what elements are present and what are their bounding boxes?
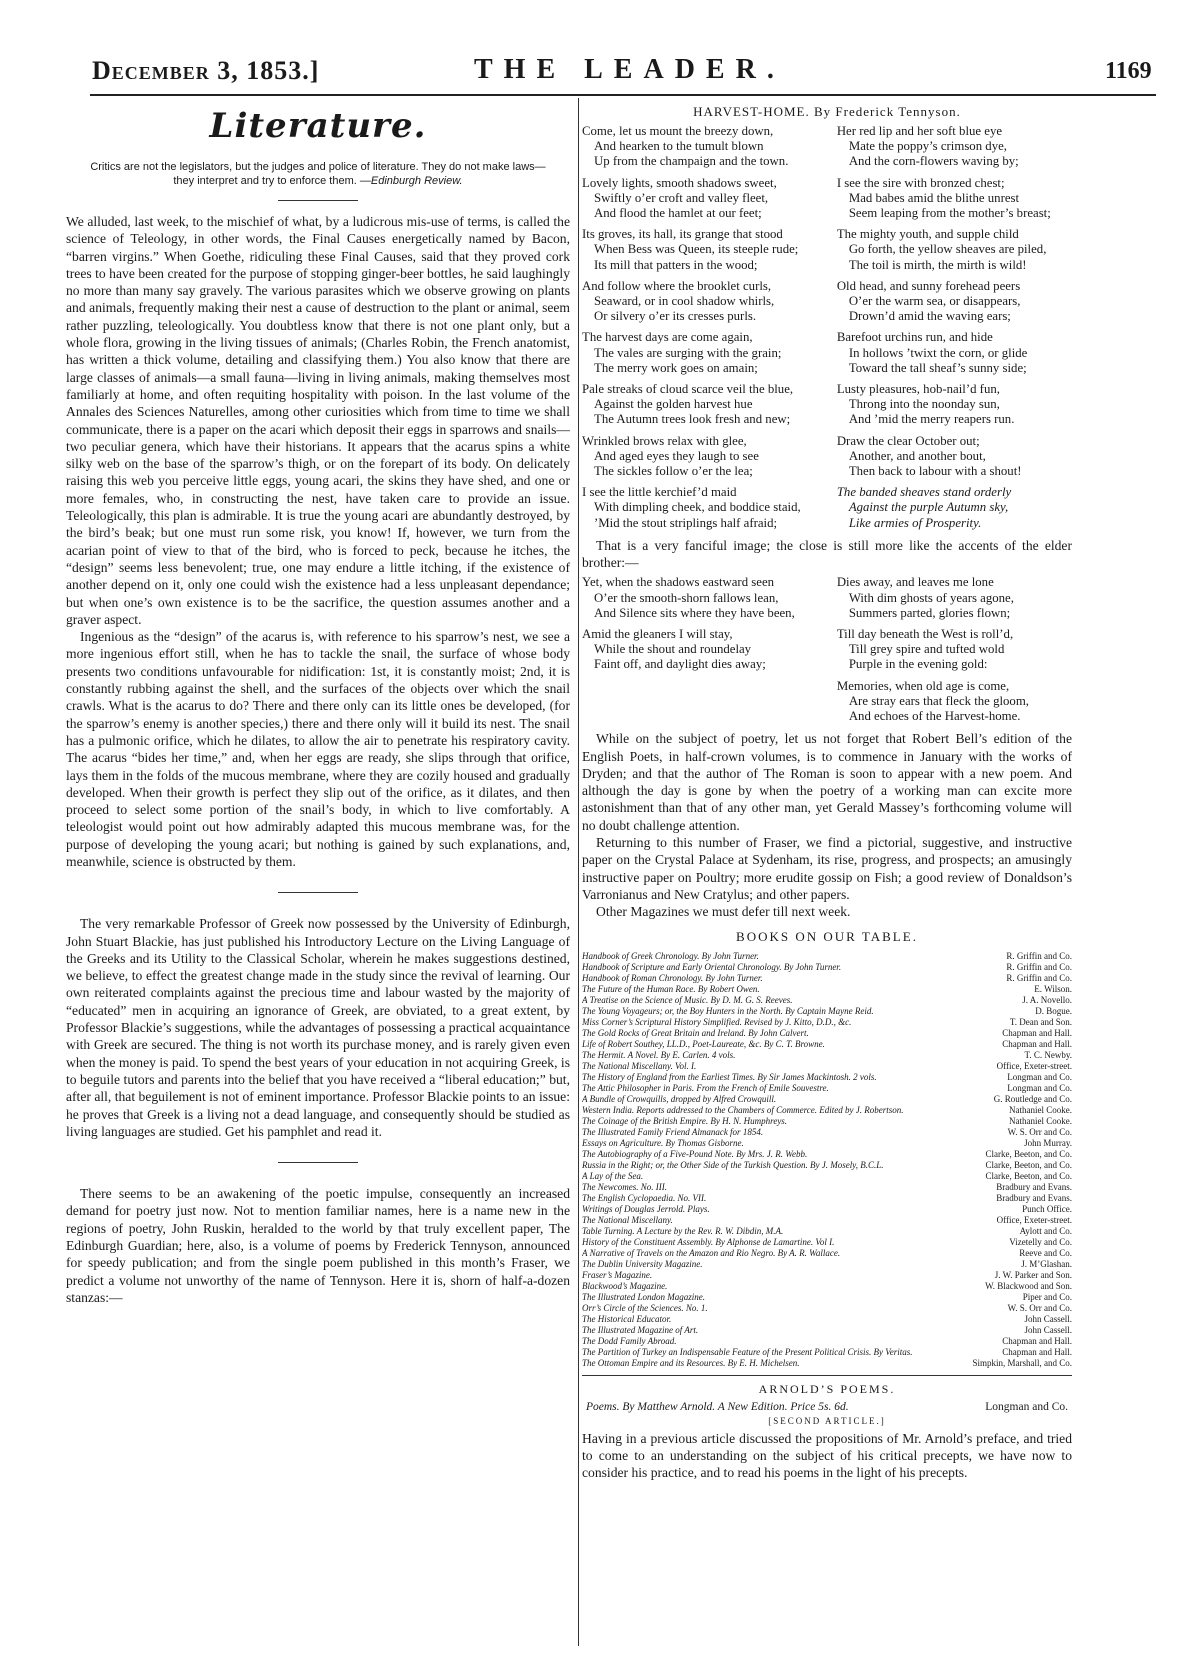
poem-line: I see the little kerchief’d maid (582, 485, 737, 500)
book-publisher: Clarke, Beeton, and Co. (985, 1148, 1072, 1159)
poem-line: When Bess was Queen, its steeple rude; (594, 242, 799, 257)
poem-column-2 (837, 124, 1072, 537)
book-title: Western India. Reports addressed to the Chambers of Commerce. Edited by J. Robertson. (582, 1104, 904, 1115)
poem-line: And follow where the brooklet curls, (582, 278, 772, 293)
book-title: The Historical Educator. (582, 1313, 672, 1324)
book-entry (582, 1303, 1072, 1314)
book-entry (582, 1226, 1072, 1237)
poem-line: Another, and another bout, (848, 448, 986, 463)
arnold-citation: Poems. By Matthew Arnold. A New Edition. Price 5s. 6d. (586, 1400, 849, 1413)
poem-line: Go forth, the yellow sheaves are piled, (848, 242, 1047, 257)
book-publisher: Aylott and Co. (1019, 1225, 1072, 1236)
poem-line: Old head, and sunny forehead peers (836, 278, 1021, 293)
book-publisher: Bradbury and Evans. (996, 1192, 1072, 1203)
book-title: Miss Corner’s Scriptural History Simplified. Revised by J. Kitto, D.D., &c. (582, 1016, 852, 1027)
column-divider (578, 98, 579, 1646)
divider (278, 892, 358, 893)
book-publisher: T. C. Newby. (1024, 1049, 1072, 1060)
book-title: A Treatise on the Science of Music. By D. M. G. S. Reeves. (582, 994, 793, 1005)
book-title: The English Cyclopaedia. No. VII. (582, 1192, 707, 1203)
stanza (837, 124, 1072, 170)
book-entry (582, 1050, 1072, 1061)
book-publisher: Chapman and Hall. (1002, 1346, 1072, 1357)
divider (278, 200, 358, 201)
poem-line: Amid the gleaners I will stay, (582, 627, 733, 642)
poem-line: Purple in the evening gold: (848, 657, 988, 672)
book-publisher: Punch Office. (1022, 1203, 1072, 1214)
poem-line: And flood the hamlet at our feet; (594, 206, 762, 221)
book-title: Handbook of Scripture and Early Oriental Chronology. By John Turner. (582, 961, 842, 972)
poem-title: HARVEST-HOME. By Frederick Tennyson. (693, 104, 961, 119)
newspaper-title: THE LEADER. (474, 54, 785, 85)
arnold-publisher: Longman and Co. (985, 1400, 1068, 1413)
paragraph-poetry: There seems to be an awakening of the poetic impulse, consequently an increased demand for poetry just now. Not to mention familiar names, here is a name new in the regions of poetry, John Ruskin, heralded to the world by that truly excellent paper, The Edinburgh Guardian; here, also, is a volume of poems by Frederick Tennyson, announced for speedy publication; and from the single poem published in this month’s Fraser, we predict a volume not unworthy of the name of Tennyson. Here it is, shorn of half-a-dozen stanzas:— (66, 1186, 570, 1305)
stanza (837, 382, 1072, 428)
poem-close (582, 575, 1072, 730)
book-publisher: J. W. Parker and Son. (994, 1269, 1072, 1280)
poem-line: While the shout and roundelay (594, 642, 752, 657)
book-entry (582, 984, 1072, 995)
poem-line: I see the sire with bronzed chest; (836, 175, 1005, 190)
book-entry (582, 1138, 1072, 1149)
book-title: The National Miscellany. (582, 1214, 673, 1225)
book-publisher: Piper and Co. (1022, 1291, 1072, 1302)
book-title: A Bundle of Crowquills, dropped by Alfred Crowquill. (582, 1093, 777, 1104)
book-publisher: D. Bogue. (1035, 1005, 1072, 1016)
poem2-column-1 (582, 575, 817, 730)
stanza (582, 627, 817, 673)
paragraph-fraser: Returning to this number of Fraser, we find a pictorial, suggestive, and instructive paper on the Crystal Palace at Sydenham, its rise, progress, and prospects; an amusingly instructive paper on Poultry; more erudite gossip on Fish; a good review of Donaldson’s Varronianus and New Cratylus; and other papers. (582, 835, 1072, 902)
poem-line: Throng into the noonday sun, (848, 397, 1000, 412)
poem-line: With dim ghosts of years agone, (848, 590, 1014, 605)
poem-line: Up from the champaign and the town. (594, 154, 789, 169)
book-title: Blackwood’s Magazine. (582, 1280, 668, 1291)
book-publisher: W. S. Orr and Co. (1007, 1302, 1072, 1313)
book-title: The Attic Philosopher in Paris. From the French of Emile Souvestre. (582, 1082, 829, 1093)
book-publisher: Clarke, Beeton, and Co. (985, 1159, 1072, 1170)
book-entry (582, 1094, 1072, 1105)
book-title: The Illustrated Magazine of Art. (582, 1324, 699, 1335)
poem-line: In hollows ’twixt the corn, or glide (848, 345, 1028, 360)
book-title: The Hermit. A Novel. By E. Carlen. 4 vols. (582, 1049, 736, 1060)
book-title: The Partition of Turkey an Indispensable Feature of the Present Political Crisis. By Veritas. (582, 1346, 913, 1357)
book-publisher: E. Wilson. (1034, 983, 1072, 994)
poem-line: And echoes of the Harvest-home. (848, 709, 1021, 724)
paragraph-bridge: That is a very fanciful image; the close is still more like the accents of the elder brother:— (582, 537, 1072, 571)
left-column (66, 100, 570, 1306)
book-entry (582, 1292, 1072, 1303)
paragraph-magazines: Other Magazines we must defer till next week. (596, 904, 851, 920)
poem-line: Seaward, or in cool shadow whirls, (594, 294, 775, 309)
book-publisher: Longman and Co. (1007, 1082, 1072, 1093)
book-title: Life of Robert Southey, LL.D., Poet-Laureate, &c. By C. T. Browne. (582, 1038, 825, 1049)
book-entry (582, 962, 1072, 973)
poem-line: Seem leaping from the mother’s breast; (848, 206, 1051, 221)
poem-line: Yet, when the shadows eastward seen (582, 575, 775, 590)
book-entry (582, 1281, 1072, 1292)
poem-line: Summers parted, glories flown; (848, 605, 1011, 620)
poem-line: Wrinkled brows relax with glee, (582, 433, 747, 448)
book-title: A Lay of the Sea. (582, 1170, 644, 1181)
book-publisher: Bradbury and Evans. (996, 1181, 1072, 1192)
poem-line: And the corn-flowers waving by; (848, 154, 1019, 169)
paragraph-acarus: Ingenious as the “design” of the acarus is, with reference to his sparrow’s nest, we see a more ingenious effort still, when he has to tackle the snail, the surface of whose body presents two conditions unfavourable for nidification: 1st, it is constantly moist; 2nd, it is constantly rubbing against the shell, and the surfaces of the objects over which the snail crawls. What is the acarus to do? There and there only can its little ones be developed, (for the sparrow’s enemy is another species,) there and there only will it build its nest. The snail has a pulmonic orifice, which he dilates, to allow the air to penetrate his respiratory cavity. The acarus “bides her time,” and, when her eggs are ready, she slips through that orifice, lays them in the folds of the mucous membrane, where they are cozily housed and gradually developed. When their growth is perfect they slip out of the orifice, as it dilates, and then proceed to select some portion of the snail’s body, in which to live comfortably. A teleologist would point out how admirably adapted this mucous membrane was, for the purpose of developing the young acari; but nothing is gained by such explanations, and, meanwhile, science is obstructed by them. (66, 629, 570, 869)
book-entry (582, 1270, 1072, 1281)
book-publisher: Office, Exeter-street. (996, 1060, 1072, 1071)
poem-line: Lovely lights, smooth shadows sweet, (582, 175, 777, 190)
poem-harvest-home (582, 124, 1072, 537)
book-entry (582, 973, 1072, 984)
book-title: Handbook of Greek Chronology. By John Turner. (582, 950, 759, 961)
poem-line: Its groves, its hall, its grange that stood (582, 227, 783, 242)
book-publisher: W. Blackwood and Son. (985, 1280, 1072, 1291)
book-title: Handbook of Roman Chronology. By John Turner. (582, 972, 763, 983)
book-title: The Illustrated London Magazine. (582, 1291, 705, 1302)
stanza (837, 434, 1072, 480)
book-publisher: Chapman and Hall. (1002, 1027, 1072, 1038)
book-publisher: Simpkin, Marshall, and Co. (972, 1357, 1072, 1368)
arnold-citation-line (582, 1401, 1072, 1413)
book-title: History of the Constituent Assembly. By Alphonse de Lamartine. Vol I. (582, 1236, 835, 1247)
poem-line: Then back to labour with a shout! (848, 464, 1022, 479)
book-title: The Illustrated Family Friend Almanack for 1854. (582, 1126, 764, 1137)
book-entry (582, 1358, 1072, 1369)
book-title: The Future of the Human Race. By Robert Owen. (582, 983, 760, 994)
section-title: Literature. (209, 106, 427, 146)
stanza (582, 330, 817, 376)
book-title: Writings of Douglas Jerrold. Plays. (582, 1203, 710, 1214)
book-entry (582, 951, 1072, 962)
book-entry (582, 1127, 1072, 1138)
book-entry (582, 995, 1072, 1006)
issue-date: December 3, 1853.] (92, 56, 320, 85)
poem-line: The merry work goes on amain; (594, 360, 758, 375)
book-entry (582, 1061, 1072, 1072)
arnold-heading: ARNOLD’S POEMS. (758, 1381, 896, 1396)
book-publisher: T. Dean and Son. (1009, 1016, 1072, 1027)
poem-line: The vales are surging with the grain; (594, 345, 782, 360)
divider (278, 1162, 358, 1163)
book-publisher: Nathaniel Cooke. (1009, 1104, 1072, 1115)
book-title: The Newcomes. No. III. (582, 1181, 667, 1192)
right-column (582, 100, 1072, 1481)
stanza (837, 575, 1072, 621)
book-title: The Gold Rocks of Great Britain and Ireland. By John Calvert. (582, 1027, 809, 1038)
poem-line: Or silvery o’er its cresses purls. (594, 309, 757, 324)
poem-line: Till day beneath the West is roll’d, (836, 627, 1014, 642)
book-entry (582, 1116, 1072, 1127)
poem-line: Faint off, and daylight dies away; (594, 657, 766, 672)
book-title: Orr’s Circle of the Sciences. No. 1. (582, 1302, 708, 1313)
book-entry (582, 1215, 1072, 1226)
poem-line: The banded sheaves stand orderly (836, 485, 1012, 500)
book-title: The Ottoman Empire and its Resources. By E. H. Michelsen. (582, 1357, 800, 1368)
poem-line: And hearken to the tumult blown (594, 139, 764, 154)
stanza (582, 434, 817, 480)
book-entry (582, 1171, 1072, 1182)
paragraph-blackie: The very remarkable Professor of Greek now possessed by the University of Edinburgh, John Stuart Blackie, has just published his Introductory Lecture on the Living Language of the Greeks and its Utility to the Classical Scholar, wherein he makes suggestions destined, we believe, to effect the greatest change made in the study since the revival of learning. Our own reiterated complaints against the precious time and labour wasted by the majority of “educated” men in acquiring an ignorance of Greek, are obviated, to a great extent, by Professor Blackie’s suggestions, while the advantages of possessing a practical acquaintance with Greek are secured. The thing is not worth its purchase money, and is rarely given even when the money is paid. To spend the best years of your education in not acquiring Greek, is to beguile tutors and parents into the belief that you have received a “liberal education;” but, after all, that beguilement is not of eminent importance. Professor Blackie points to an issue: he proves that Greek is a living not a dead language, and consequently should be studied as living languages are studied. Get his pamphlet and read it. (66, 916, 570, 1139)
book-entry (582, 1237, 1072, 1248)
stanza (582, 176, 817, 222)
stanza (582, 575, 817, 621)
poem-line: Against the purple Autumn sky, (848, 500, 1009, 515)
poem-line: The toil is mirth, the mirth is wild! (848, 257, 1027, 272)
stanza (582, 382, 817, 428)
stanza (837, 485, 1072, 531)
stanza (837, 176, 1072, 222)
book-publisher: J. M’Glashan. (1021, 1258, 1072, 1269)
paragraph-bell: While on the subject of poetry, let us not forget that Robert Bell’s edition of the English Poets, in half-crown volumes, is to commence in January with the works of Dryden; and that the author of The Roman is soon to appear with a new poem. And although the day is gone by when the poetry of a working man can excite more astonishment than that of any other man, yet Gerald Massey’s forthcoming volume will no doubt challenge attention. (582, 731, 1072, 833)
book-title: The Young Voyageurs; or, the Boy Hunters in the North. By Captain Mayne Reid. (582, 1005, 874, 1016)
motto (66, 160, 570, 188)
book-entry (582, 1083, 1072, 1094)
paragraph-arnold: Having in a previous article discussed the propositions of Mr. Arnold’s preface, and tried to come to an understanding on the subject of his critical precepts, we have now to consider his practice, and to read his poems in the light of his precepts. (582, 1430, 1072, 1481)
book-publisher: Office, Exeter-street. (996, 1214, 1072, 1225)
poem-line: The sickles follow o’er the lea; (594, 464, 753, 479)
book-entry (582, 1336, 1072, 1347)
book-title: Fraser’s Magazine. (582, 1269, 653, 1280)
poem-line: Her red lip and her soft blue eye (836, 124, 1003, 138)
poem-line: ’Mid the stout striplings half afraid; (594, 515, 778, 530)
poem-line: Memories, when old age is come, (836, 678, 1010, 693)
poem-line: Mad babes amid the blithe unrest (848, 190, 1020, 205)
stanza (582, 227, 817, 273)
paragraph-teleology: We alluded, last week, to the mischief of what, by a ludicrous mis-use of terms, is called the science of Teleology, in other words, the Final Causes energetically named by Bacon, “barren virgins.” When Goethe, ridiculing these Final Causes, said that they proved cork trees to have been created for the purpose of stopping ginger-beer bottles, he said laughingly no more than many say gravely. The various parasites which we observe growing on plants and animals, frequently making their nest a cause of destruction to the plant or animal, seem rather puzzling, teleologically. You doubtless know that there is not one plant only, but a whole flora, growing in the living tissues of animals; (Charles Robin, the French anatomist, has written a thick volume, detailing and classifying them.) You also know that there are large classes of animals—a small fauna—living in living animals, making themselves most familiarly at home, and often requiting hospitality with poison. In the last volume of the Annales des Sciences Naturelles, among other curiosities which from time to time we shall communicate, there is a paper on the acari which deposit their eggs in sparrows and snails—two peculiar genera, which have their historians. It appears that the acarus spins a white silky web on the base of the sparrow’s thigh, or on the forepart of its body. On delicately raising this web you perceive little eggs, young acari, the skins they have shed, and one or more females, who, in constructing the nest, have taken care to provide an issue. Teleologically, this plan is admirable. It is true the young acari are abundantly destroyed, by the bird’s beak; but one must run some risk, you know! If, however, we turn from the acarian point of view to that of the bird, who is forced to peck, because he itches, the “design” seems less benevolent; true, one may endure a little itching, if the existence of another depend on it, only one could wish the existence had a less unpleasant dependance; but when one’s own existence is to be the sacrifice, the question assumes another and a graver aspect. (66, 214, 570, 627)
stanza (582, 124, 817, 170)
book-entry (582, 1193, 1072, 1204)
book-entry (582, 1028, 1072, 1039)
poem-line: Barefoot urchins run, and hide (836, 330, 993, 345)
book-entry (582, 1017, 1072, 1028)
book-title: The Autobiography of a Five-Pound Note. By Mrs. J. R. Webb. (582, 1148, 808, 1159)
poem-line: Against the golden harvest hue (594, 397, 753, 412)
book-entry (582, 1105, 1072, 1116)
book-publisher: G. Routledge and Co. (993, 1093, 1072, 1104)
book-title: Essays on Agriculture. By Thomas Gisborne. (582, 1137, 744, 1148)
poem-line: Toward the tall sheaf’s sunny side; (848, 360, 1027, 375)
book-publisher: John Murray. (1024, 1137, 1072, 1148)
book-title: The National Miscellany. Vol. I. (582, 1060, 697, 1071)
book-publisher: Chapman and Hall. (1002, 1335, 1072, 1346)
poem2-column-2 (837, 575, 1072, 730)
book-entry (582, 1072, 1072, 1083)
book-publisher: Chapman and Hall. (1002, 1038, 1072, 1049)
poem-line: The harvest days are come again, (582, 330, 753, 345)
poem-line: Come, let us mount the breezy down, (582, 124, 774, 138)
masthead (0, 44, 1186, 104)
poem-line: With dimpling cheek, and boddice staid, (594, 500, 801, 515)
book-publisher: Longman and Co. (1007, 1071, 1072, 1082)
book-entry (582, 1347, 1072, 1358)
motto-source: —Edinburgh Review. (359, 175, 463, 187)
poem-line: Are stray ears that fleck the gloom, (848, 693, 1029, 708)
book-publisher: Reeve and Co. (1019, 1247, 1072, 1258)
poem-line: O’er the smooth-shorn fallows lean, (594, 590, 779, 605)
divider (582, 1375, 1072, 1376)
page-number: 1169 (1105, 58, 1152, 84)
poem-line: Draw the clear October out; (836, 433, 980, 448)
book-entry (582, 1314, 1072, 1325)
poem-line: The mighty youth, and supple child (836, 227, 1019, 242)
poem-line: Swiftly o’er croft and valley fleet, (594, 190, 769, 205)
book-entry (582, 1248, 1072, 1259)
book-title: The Coinage of the British Empire. By H. N. Humphreys. (582, 1115, 788, 1126)
books-list (582, 951, 1072, 1369)
book-publisher: R. Griffin and Co. (1006, 950, 1072, 961)
book-publisher: Clarke, Beeton, and Co. (985, 1170, 1072, 1181)
poem-line: Like armies of Prosperity. (848, 515, 982, 530)
poem-line: Pale streaks of cloud scarce veil the blue, (582, 382, 794, 397)
stanza (837, 279, 1072, 325)
second-article-label: [SECOND ARTICLE.] (768, 1415, 886, 1426)
books-heading: BOOKS ON OUR TABLE. (736, 928, 918, 944)
book-title: Russia in the Right; or, the Other Side of the Turkish Question. By J. Mosely, B.C.L. (582, 1159, 884, 1170)
book-entry (582, 1259, 1072, 1270)
book-title: The History of England from the Earliest Times. By Sir James Mackintosh. 2 vols. (582, 1071, 877, 1082)
stanza (837, 227, 1072, 273)
book-publisher: Vizetelly and Co. (1009, 1236, 1072, 1247)
book-entry (582, 1039, 1072, 1050)
poem-line: And Silence sits where they have been, (594, 605, 795, 620)
book-publisher: John Cassell. (1024, 1324, 1072, 1335)
poem-line: O’er the warm sea, or disappears, (848, 294, 1021, 309)
book-title: The Dodd Family Abroad. (582, 1335, 677, 1346)
book-publisher: R. Griffin and Co. (1006, 961, 1072, 972)
book-publisher: Nathaniel Cooke. (1009, 1115, 1072, 1126)
book-title: A Narrative of Travels on the Amazon and Rio Negro. By A. R. Wallace. (582, 1247, 841, 1258)
poem-line: Dies away, and leaves me lone (836, 575, 994, 590)
book-entry (582, 1325, 1072, 1336)
poem-line: Till grey spire and tufted wold (848, 642, 1005, 657)
stanza (837, 330, 1072, 376)
book-entry (582, 1149, 1072, 1160)
book-publisher: W. S. Orr and Co. (1007, 1126, 1072, 1137)
book-title: Table Turning. A Lecture by the Rev. R. W. Dibdin, M.A. (582, 1225, 784, 1236)
stanza (837, 627, 1072, 673)
poem-column-1 (582, 124, 817, 537)
book-entry (582, 1160, 1072, 1171)
book-entry (582, 1182, 1072, 1193)
poem-line: The Autumn trees look fresh and new; (594, 412, 791, 427)
book-entry (582, 1006, 1072, 1017)
book-publisher: R. Griffin and Co. (1006, 972, 1072, 983)
book-publisher: J. A. Novello. (1022, 994, 1072, 1005)
masthead-rule (90, 94, 1156, 96)
book-entry (582, 1204, 1072, 1215)
poem-line: Mate the poppy’s crimson dye, (848, 139, 1007, 154)
poem-line: Drown’d amid the waving ears; (848, 309, 1011, 324)
motto-text: Critics are not the legislators, but the judges and police of literature. They do not make laws—they interpret and try to enforce them. (90, 161, 546, 187)
book-publisher: John Cassell. (1024, 1313, 1072, 1324)
book-title: The Dublin University Magazine. (582, 1258, 703, 1269)
stanza (837, 679, 1072, 725)
poem-line: And ’mid the merry reapers run. (848, 412, 1015, 427)
poem-line: Lusty pleasures, hob-nail’d fun, (836, 382, 1000, 397)
poem-line: Its mill that patters in the wood; (594, 257, 758, 272)
stanza (582, 485, 817, 531)
stanza (582, 279, 817, 325)
poem-line: And aged eyes they laugh to see (594, 448, 759, 463)
